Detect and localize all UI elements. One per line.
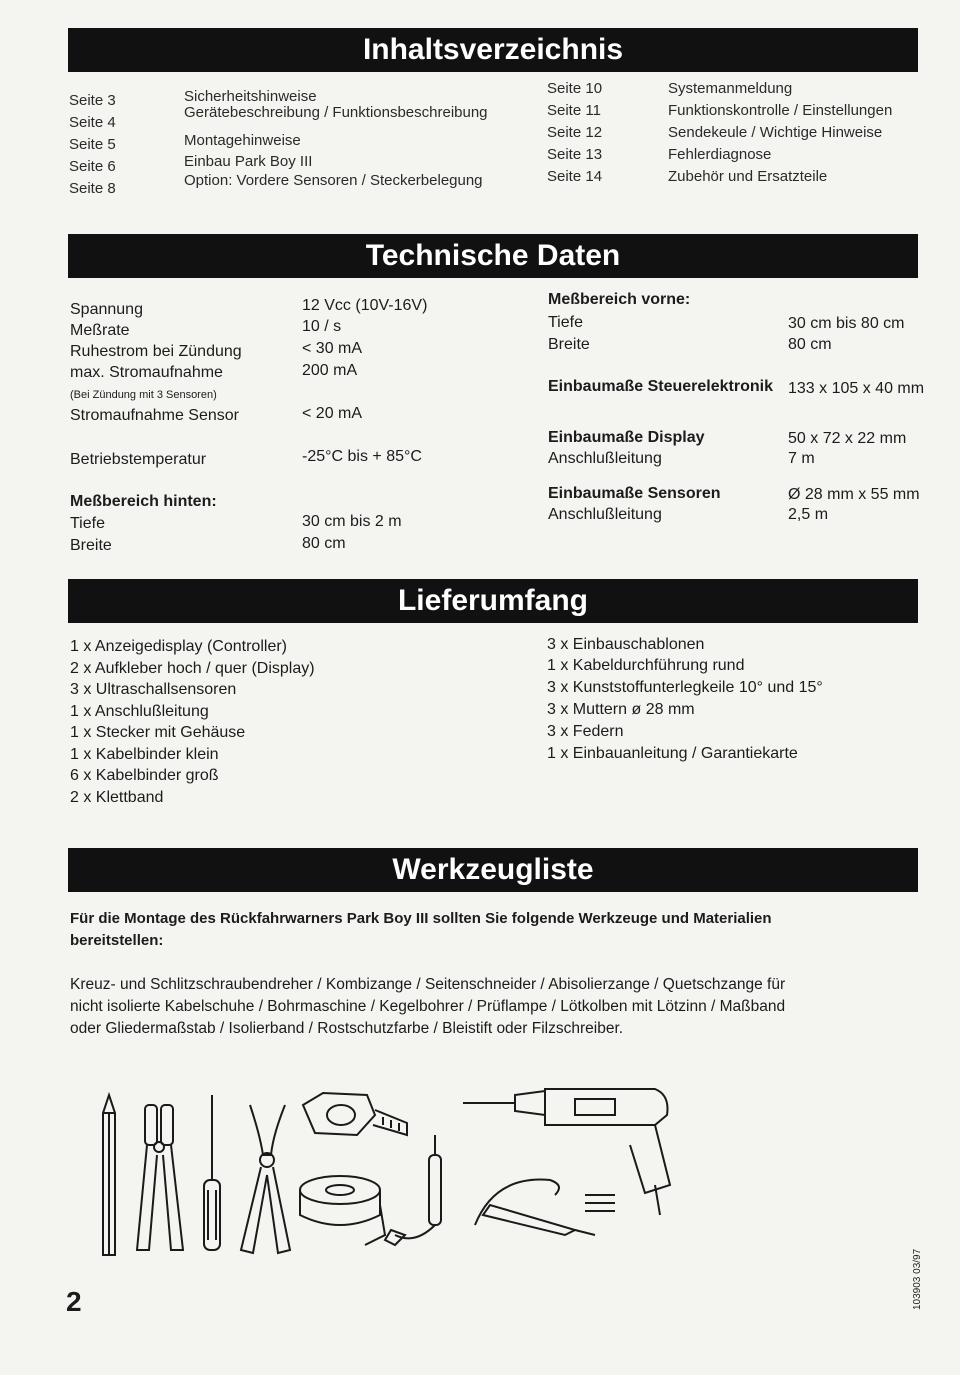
spec-value: < 30 mA — [302, 340, 363, 357]
spec-label: Spannung — [70, 301, 143, 318]
tools-title: Werkzeugliste — [392, 853, 594, 886]
toc-page: Seite 10 — [547, 80, 603, 97]
toc-page: Seite 3 — [69, 92, 116, 109]
delivery-item: 3 x Kunststoffunterlegkeile 10° und 15° — [547, 679, 823, 696]
toc-topic: Gerätebeschreibung / Funktionsbeschreibung — [184, 104, 488, 121]
delivery-item: 3 x Muttern ø 28 mm — [547, 701, 695, 718]
spec-label: Betriebstemperatur — [70, 451, 207, 468]
sensor-dimensions-label: Einbaumaße Sensoren — [548, 485, 721, 502]
delivery-title: Lieferumfang — [397, 584, 589, 617]
delivery-item: 1 x Stecker mit Gehäuse — [70, 724, 246, 741]
toc-topic: Zubehör und Ersatzteile — [668, 168, 828, 185]
rear-range-heading: Meßbereich hinten: — [70, 493, 217, 510]
toc-topic: Montagehinweise — [184, 132, 301, 149]
delivery-item: 1 x Einbauanleitung / Garantiekarte — [547, 745, 798, 762]
sensor-dimensions-value: Ø 28 mm x 55 mm — [788, 486, 920, 503]
display-dimensions-value: 50 x 72 x 22 mm — [788, 430, 907, 447]
tools-header-bar — [68, 848, 918, 892]
soldering-iron-icon — [475, 1180, 615, 1235]
spec-label: Breite — [70, 537, 112, 554]
spec-value: 10 / s — [302, 318, 342, 335]
toc-topic: Funktionskontrolle / Einstellungen — [668, 102, 893, 119]
spec-value: -25°C bis + 85°C — [302, 448, 422, 465]
tools-list-line: Kreuz- und Schlitzschraubendreher / Kombizange / Seitenschneider / Abisolierzange / Quetschzange für — [70, 976, 786, 993]
spec-label: Ruhestrom bei Zündung — [70, 343, 242, 360]
page-number: 2 — [66, 1286, 82, 1317]
delivery-item: 1 x Anzeigedisplay (Controller) — [70, 638, 287, 655]
spec-label: Tiefe — [548, 314, 583, 331]
tech-title: Technische Daten — [365, 239, 621, 272]
toc-topic: Fehlerdiagnose — [668, 146, 772, 163]
spec-value: 80 cm — [302, 535, 346, 552]
display-cable-label: Anschlußleitung — [548, 450, 662, 467]
spec-value: 80 cm — [788, 336, 832, 353]
delivery-item: 3 x Ultraschallsensoren — [70, 681, 237, 698]
spec-value: 12 Vcc (10V-16V) — [302, 297, 428, 314]
front-range-heading: Meßbereich vorne: — [548, 291, 691, 308]
document-code: 103903 03/97 — [912, 1248, 923, 1310]
toc-page: Seite 8 — [69, 180, 116, 197]
toc-page: Seite 12 — [547, 124, 603, 141]
toc-topic: Option: Vordere Sensoren / Steckerbelegung — [184, 172, 483, 189]
test-lamp-icon — [385, 1135, 441, 1245]
spec-note: (Bei Zündung mit 3 Sensoren) — [70, 389, 217, 401]
delivery-item: 1 x Kabelbinder klein — [70, 746, 219, 763]
tools-intro-line: Für die Montage des Rückfahrwarners Park Boy III sollten Sie folgende Werkzeuge und Materialien — [70, 910, 772, 927]
crimping-pliers-icon — [137, 1105, 183, 1250]
toc-page: Seite 14 — [547, 168, 603, 185]
tools-list-line: nicht isolierte Kabelschuhe / Bohrmaschine / Kegelbohrer / Prüflampe / Lötkolben mit Lötzinn / Maßband — [70, 998, 786, 1015]
control-dimensions-label: Einbaumaße Steuerelektronik — [548, 378, 773, 395]
toc-topic: Systemanmeldung — [668, 80, 793, 97]
toc-page: Seite 13 — [547, 146, 603, 163]
control-dimensions-value: 133 x 105 x 40 mm — [788, 380, 925, 397]
tools-list-line: oder Gliedermaßstab / Isolierband / Rostschutzfarbe / Bleistift oder Filzschreiber. — [70, 1020, 624, 1037]
spec-value: < 20 mA — [302, 405, 363, 422]
toc-header-bar — [68, 28, 918, 72]
sensor-cable-value: 2,5 m — [788, 506, 829, 523]
display-cable-value: 7 m — [788, 450, 815, 467]
delivery-item: 2 x Klettband — [70, 789, 164, 806]
toc-page: Seite 4 — [69, 114, 116, 131]
delivery-item: 1 x Anschlußleitung — [70, 703, 209, 720]
delivery-item: 2 x Aufkleber hoch / quer (Display) — [70, 660, 315, 677]
delivery-item: 1 x Kabeldurchführung rund — [547, 657, 745, 674]
spec-label: Breite — [548, 336, 590, 353]
spec-label: max. Stromaufnahme — [70, 364, 223, 381]
delivery-item: 3 x Einbauschablonen — [547, 636, 705, 653]
toc-page: Seite 5 — [69, 136, 116, 153]
toc-page: Seite 11 — [547, 102, 601, 119]
tape-measure-icon — [303, 1093, 407, 1135]
tech-header-bar — [68, 234, 918, 278]
toc-page: Seite 6 — [69, 158, 116, 175]
spec-value: 30 cm bis 2 m — [302, 513, 402, 530]
tool-illustrations — [95, 1085, 695, 1275]
combination-pliers-icon — [241, 1105, 290, 1253]
toc-topic: Sendekeule / Wichtige Hinweise — [668, 124, 883, 141]
screwdriver-icon — [204, 1095, 220, 1250]
spec-label: Meßrate — [70, 322, 130, 339]
spec-value: 200 mA — [302, 362, 358, 379]
toc-title: Inhaltsverzeichnis — [362, 33, 624, 66]
display-dimensions-label: Einbaumaße Display — [548, 429, 705, 446]
spec-label: Stromaufnahme Sensor — [70, 407, 239, 424]
sensor-cable-label: Anschlußleitung — [548, 506, 662, 523]
delivery-header-bar — [68, 579, 918, 623]
delivery-item: 3 x Federn — [547, 723, 624, 740]
spec-label: Tiefe — [70, 515, 105, 532]
delivery-item: 6 x Kabelbinder groß — [70, 767, 219, 784]
tools-intro-line: bereitstellen: — [70, 932, 164, 949]
insulating-tape-icon — [300, 1176, 385, 1245]
tools-intro — [70, 908, 772, 952]
pencil-icon — [103, 1095, 115, 1255]
toc-topic: Sicherheitshinweise — [184, 88, 317, 105]
spec-value: 30 cm bis 80 cm — [788, 315, 905, 332]
toc-topic: Einbau Park Boy III — [184, 153, 313, 170]
tools-list — [70, 974, 785, 1040]
